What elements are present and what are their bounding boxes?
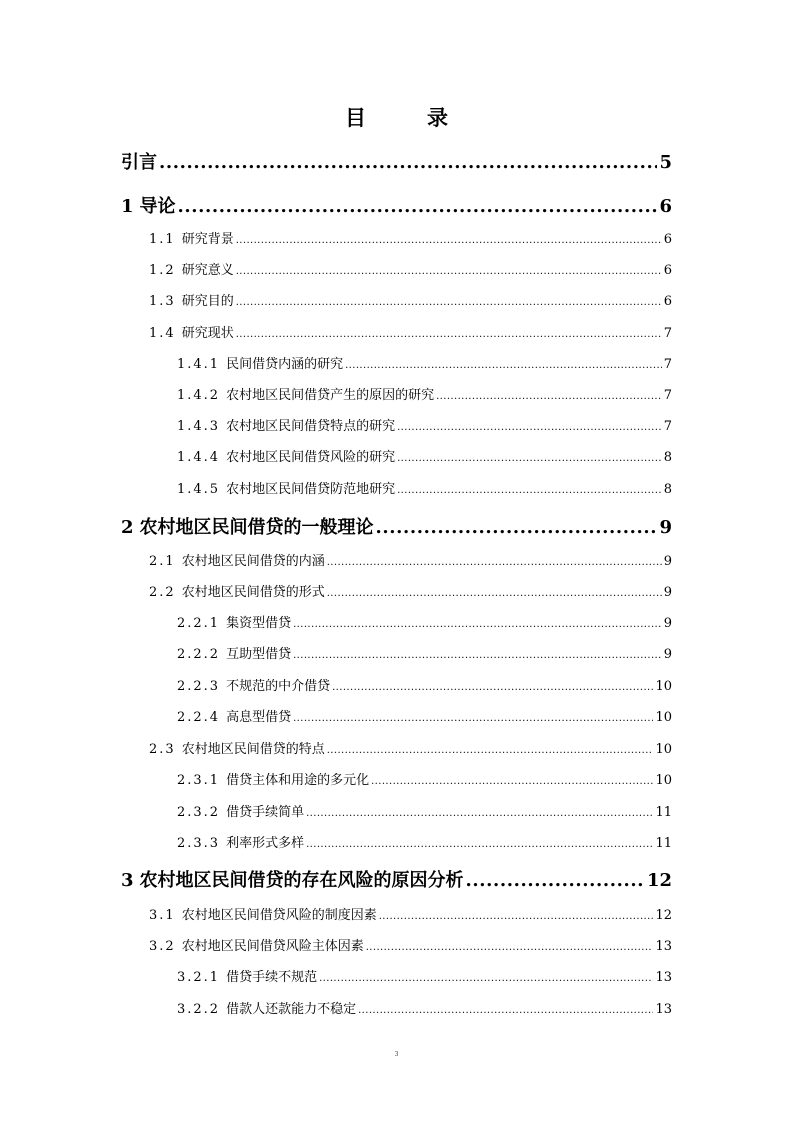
toc-entry-text: 借贷手续不规范 <box>226 970 318 985</box>
toc-entry-text: 研究意义 <box>181 263 234 278</box>
toc-entry-label <box>177 353 343 372</box>
toc-entry-number: 2.2.2 <box>177 647 221 662</box>
dot-leader <box>327 745 654 756</box>
toc-entry-label <box>149 290 234 309</box>
toc-entry-label <box>177 966 317 985</box>
page-number-footer: 3 <box>394 1051 399 1058</box>
toc-entry[interactable] <box>177 478 672 497</box>
toc-entry-number: 3.2 <box>149 939 176 954</box>
toc-entry-text: 农村地区民间借贷产生的原因的研究 <box>226 388 435 403</box>
dot-leader <box>319 973 653 984</box>
toc-entry-page: 7 <box>663 326 672 341</box>
toc-entry[interactable] <box>177 415 672 434</box>
toc-entry-page: 7 <box>663 388 672 403</box>
dot-leader <box>466 870 645 891</box>
toc-entry-label <box>177 643 291 662</box>
toc-entry-page: 6 <box>659 196 672 217</box>
toc-entry-label <box>121 192 176 218</box>
toc-entry-number: 1.4.3 <box>177 419 221 434</box>
toc-entry-page: 10 <box>655 710 672 725</box>
toc-entry-number: 1.4.4 <box>177 450 221 465</box>
toc-entry-page: 10 <box>655 742 672 757</box>
dot-leader <box>332 682 653 693</box>
toc-entry-number: 2.3.3 <box>177 836 221 851</box>
toc-entry-label <box>177 384 434 403</box>
toc-entry-page: 9 <box>663 616 672 631</box>
toc-entry-page: 7 <box>663 419 672 434</box>
toc-entry-number: 3 <box>121 870 134 891</box>
toc-entry-number: 2.3 <box>149 742 176 757</box>
toc-entry-number: 2.2.3 <box>177 679 221 694</box>
toc-entry-number: 2.2.4 <box>177 710 221 725</box>
toc-entry-text: 导论 <box>139 196 176 217</box>
toc-entry-number: 2.2 <box>149 585 176 600</box>
toc-entry-label <box>149 550 325 569</box>
toc-entry-number: 1.4.2 <box>177 388 221 403</box>
toc-entry-page: 8 <box>663 482 672 497</box>
toc-entry-label <box>149 322 234 341</box>
toc-entry-page: 9 <box>659 517 672 538</box>
toc-entry-page: 10 <box>655 773 672 788</box>
toc-entry-page: 13 <box>655 1002 672 1017</box>
toc-entry-text: 农村地区民间借贷的内涵 <box>181 554 325 569</box>
toc-entry[interactable] <box>121 866 672 892</box>
toc-entry-page: 12 <box>655 908 672 923</box>
toc-entry-page: 7 <box>663 357 672 372</box>
toc-entry-label <box>149 904 377 923</box>
dot-leader <box>397 453 662 464</box>
toc-entry-page: 9 <box>663 647 672 662</box>
dot-leader <box>397 485 662 496</box>
toc-entry[interactable] <box>149 581 672 600</box>
toc-entry[interactable] <box>149 550 672 569</box>
toc-entry-label <box>149 738 325 757</box>
toc-entry-text: 农村地区民间借贷的特点 <box>181 742 325 757</box>
toc-entry-label <box>177 801 304 820</box>
toc-entry[interactable] <box>177 769 672 788</box>
toc-entry-label <box>177 415 395 434</box>
toc-entry-number: 2.2.1 <box>177 616 221 631</box>
dot-leader <box>371 776 653 787</box>
toc-entry-text: 农村地区民间借贷风险的研究 <box>226 450 396 465</box>
toc-entry-text: 农村地区民间借贷的存在风险的原因分析 <box>139 870 464 891</box>
dot-leader <box>236 329 662 340</box>
toc-entry[interactable] <box>177 706 672 725</box>
toc-entry[interactable] <box>177 832 672 851</box>
toc-entry-number: 3.2.2 <box>177 1002 221 1017</box>
toc-entry-text: 互助型借贷 <box>226 647 292 662</box>
toc-entry-page: 6 <box>663 263 672 278</box>
toc-entry[interactable] <box>149 738 672 757</box>
toc-entry[interactable] <box>177 353 672 372</box>
dot-leader <box>327 557 662 568</box>
toc-entry-label <box>177 446 395 465</box>
toc-entry-page: 10 <box>655 679 672 694</box>
toc-entry-text: 民间借贷内涵的研究 <box>226 357 344 372</box>
toc-entry-text: 借贷手续简单 <box>226 805 305 820</box>
dot-leader <box>306 839 653 850</box>
dot-leader <box>236 297 662 308</box>
toc-entry-label <box>149 228 234 247</box>
toc-entry-number: 2.3.2 <box>177 805 221 820</box>
toc-entry-text: 集资型借贷 <box>226 616 292 631</box>
toc-entry-text: 研究目的 <box>181 294 234 309</box>
toc-entry-label <box>149 259 234 278</box>
toc-entry-text: 高息型借贷 <box>226 710 292 725</box>
toc-entry-page: 5 <box>659 152 672 173</box>
toc-entry-number: 2.1 <box>149 554 176 569</box>
toc-entry-text: 农村地区民间借贷防范地研究 <box>226 482 396 497</box>
toc-entry[interactable] <box>149 904 672 923</box>
toc-entry-number: 1.4.5 <box>177 482 221 497</box>
toc-entry[interactable] <box>177 643 672 662</box>
dot-leader <box>436 391 662 402</box>
toc-entry-number: 3.1 <box>149 908 176 923</box>
toc-entry[interactable] <box>149 228 672 247</box>
toc-entry[interactable] <box>177 384 672 403</box>
toc-entry-label <box>177 998 356 1017</box>
toc-entry-text: 农村地区民间借贷的一般理论 <box>139 517 374 538</box>
toc-entry-text: 研究现状 <box>181 326 234 341</box>
dot-leader <box>376 517 658 538</box>
toc-entry-number: 3.2.1 <box>177 970 221 985</box>
toc-entry-page: 9 <box>663 585 672 600</box>
toc-entry[interactable] <box>149 290 672 309</box>
toc-entry[interactable] <box>121 192 672 218</box>
page-title: 目 录 <box>345 105 468 130</box>
toc-entry-text: 研究背景 <box>181 232 234 247</box>
dot-leader <box>306 808 653 819</box>
toc-entry[interactable] <box>149 259 672 278</box>
toc-entry-number: 1.1 <box>149 232 176 247</box>
toc-entry-page: 11 <box>655 836 672 851</box>
toc-entry[interactable] <box>121 513 672 539</box>
toc-entry[interactable] <box>177 801 672 820</box>
toc-entry-label <box>177 675 330 694</box>
toc-entry-page: 8 <box>663 450 672 465</box>
toc-entry-page: 13 <box>655 939 672 954</box>
toc-entry[interactable] <box>177 998 672 1017</box>
toc-entry[interactable] <box>149 322 672 341</box>
toc-entry[interactable] <box>177 612 672 631</box>
toc-entry-number: 1.3 <box>149 294 176 309</box>
toc-entry[interactable] <box>177 675 672 694</box>
dot-leader <box>379 911 654 922</box>
toc-entry-text: 农村地区民间借贷特点的研究 <box>226 419 396 434</box>
toc-entry-text: 借款人还款能力不稳定 <box>226 1002 357 1017</box>
toc-entry[interactable] <box>177 446 672 465</box>
toc-entry[interactable] <box>149 935 672 954</box>
toc-entry-page: 6 <box>663 232 672 247</box>
dot-leader <box>293 713 653 724</box>
dot-leader <box>345 360 662 371</box>
dot-leader <box>236 266 662 277</box>
toc-entry-number: 2 <box>121 517 134 538</box>
toc-entry-label <box>121 513 374 539</box>
toc-entry-page: 9 <box>663 554 672 569</box>
dot-leader <box>366 942 654 953</box>
toc-entry-label <box>149 581 325 600</box>
toc-entry[interactable] <box>177 966 672 985</box>
toc-entry-label <box>121 866 464 892</box>
toc-entry-page: 12 <box>646 870 672 891</box>
toc-entry-number: 1 <box>121 196 134 217</box>
toc-entry-page: 13 <box>655 970 672 985</box>
toc-entry-number: 1.2 <box>149 263 176 278</box>
toc-entry-page: 11 <box>655 805 672 820</box>
toc-entry-page: 6 <box>663 294 672 309</box>
dot-leader <box>178 196 658 217</box>
dot-leader <box>327 588 662 599</box>
toc-entry-label <box>177 769 369 788</box>
toc-entry-text: 借贷主体和用途的多元化 <box>226 773 370 788</box>
toc-entry-text: 利率形式多样 <box>226 836 305 851</box>
toc-entry-text: 不规范的中介借贷 <box>226 679 331 694</box>
toc-entry-label <box>177 706 291 725</box>
dot-leader <box>293 650 662 661</box>
toc-entry-number: 2.3.1 <box>177 773 221 788</box>
toc-entry-text: 引言 <box>121 152 157 173</box>
toc-entry-number: 1.4.1 <box>177 357 221 372</box>
dot-leader <box>358 1005 653 1016</box>
toc-entry-label <box>121 148 157 174</box>
toc-entry-label <box>177 612 291 631</box>
toc-entry-label <box>177 478 395 497</box>
toc-entry-number: 1.4 <box>149 326 176 341</box>
toc-entry-label <box>177 832 304 851</box>
toc-entry-text: 农村地区民间借贷风险的制度因素 <box>181 908 377 923</box>
toc-entry-text: 农村地区民间借贷的形式 <box>181 585 325 600</box>
toc-entry-label <box>149 935 364 954</box>
toc-entry-text: 农村地区民间借贷风险主体因素 <box>181 939 364 954</box>
toc-entry[interactable] <box>121 148 672 174</box>
dot-leader <box>236 235 662 246</box>
dot-leader <box>293 619 662 630</box>
dot-leader <box>397 422 662 433</box>
dot-leader <box>159 152 657 173</box>
